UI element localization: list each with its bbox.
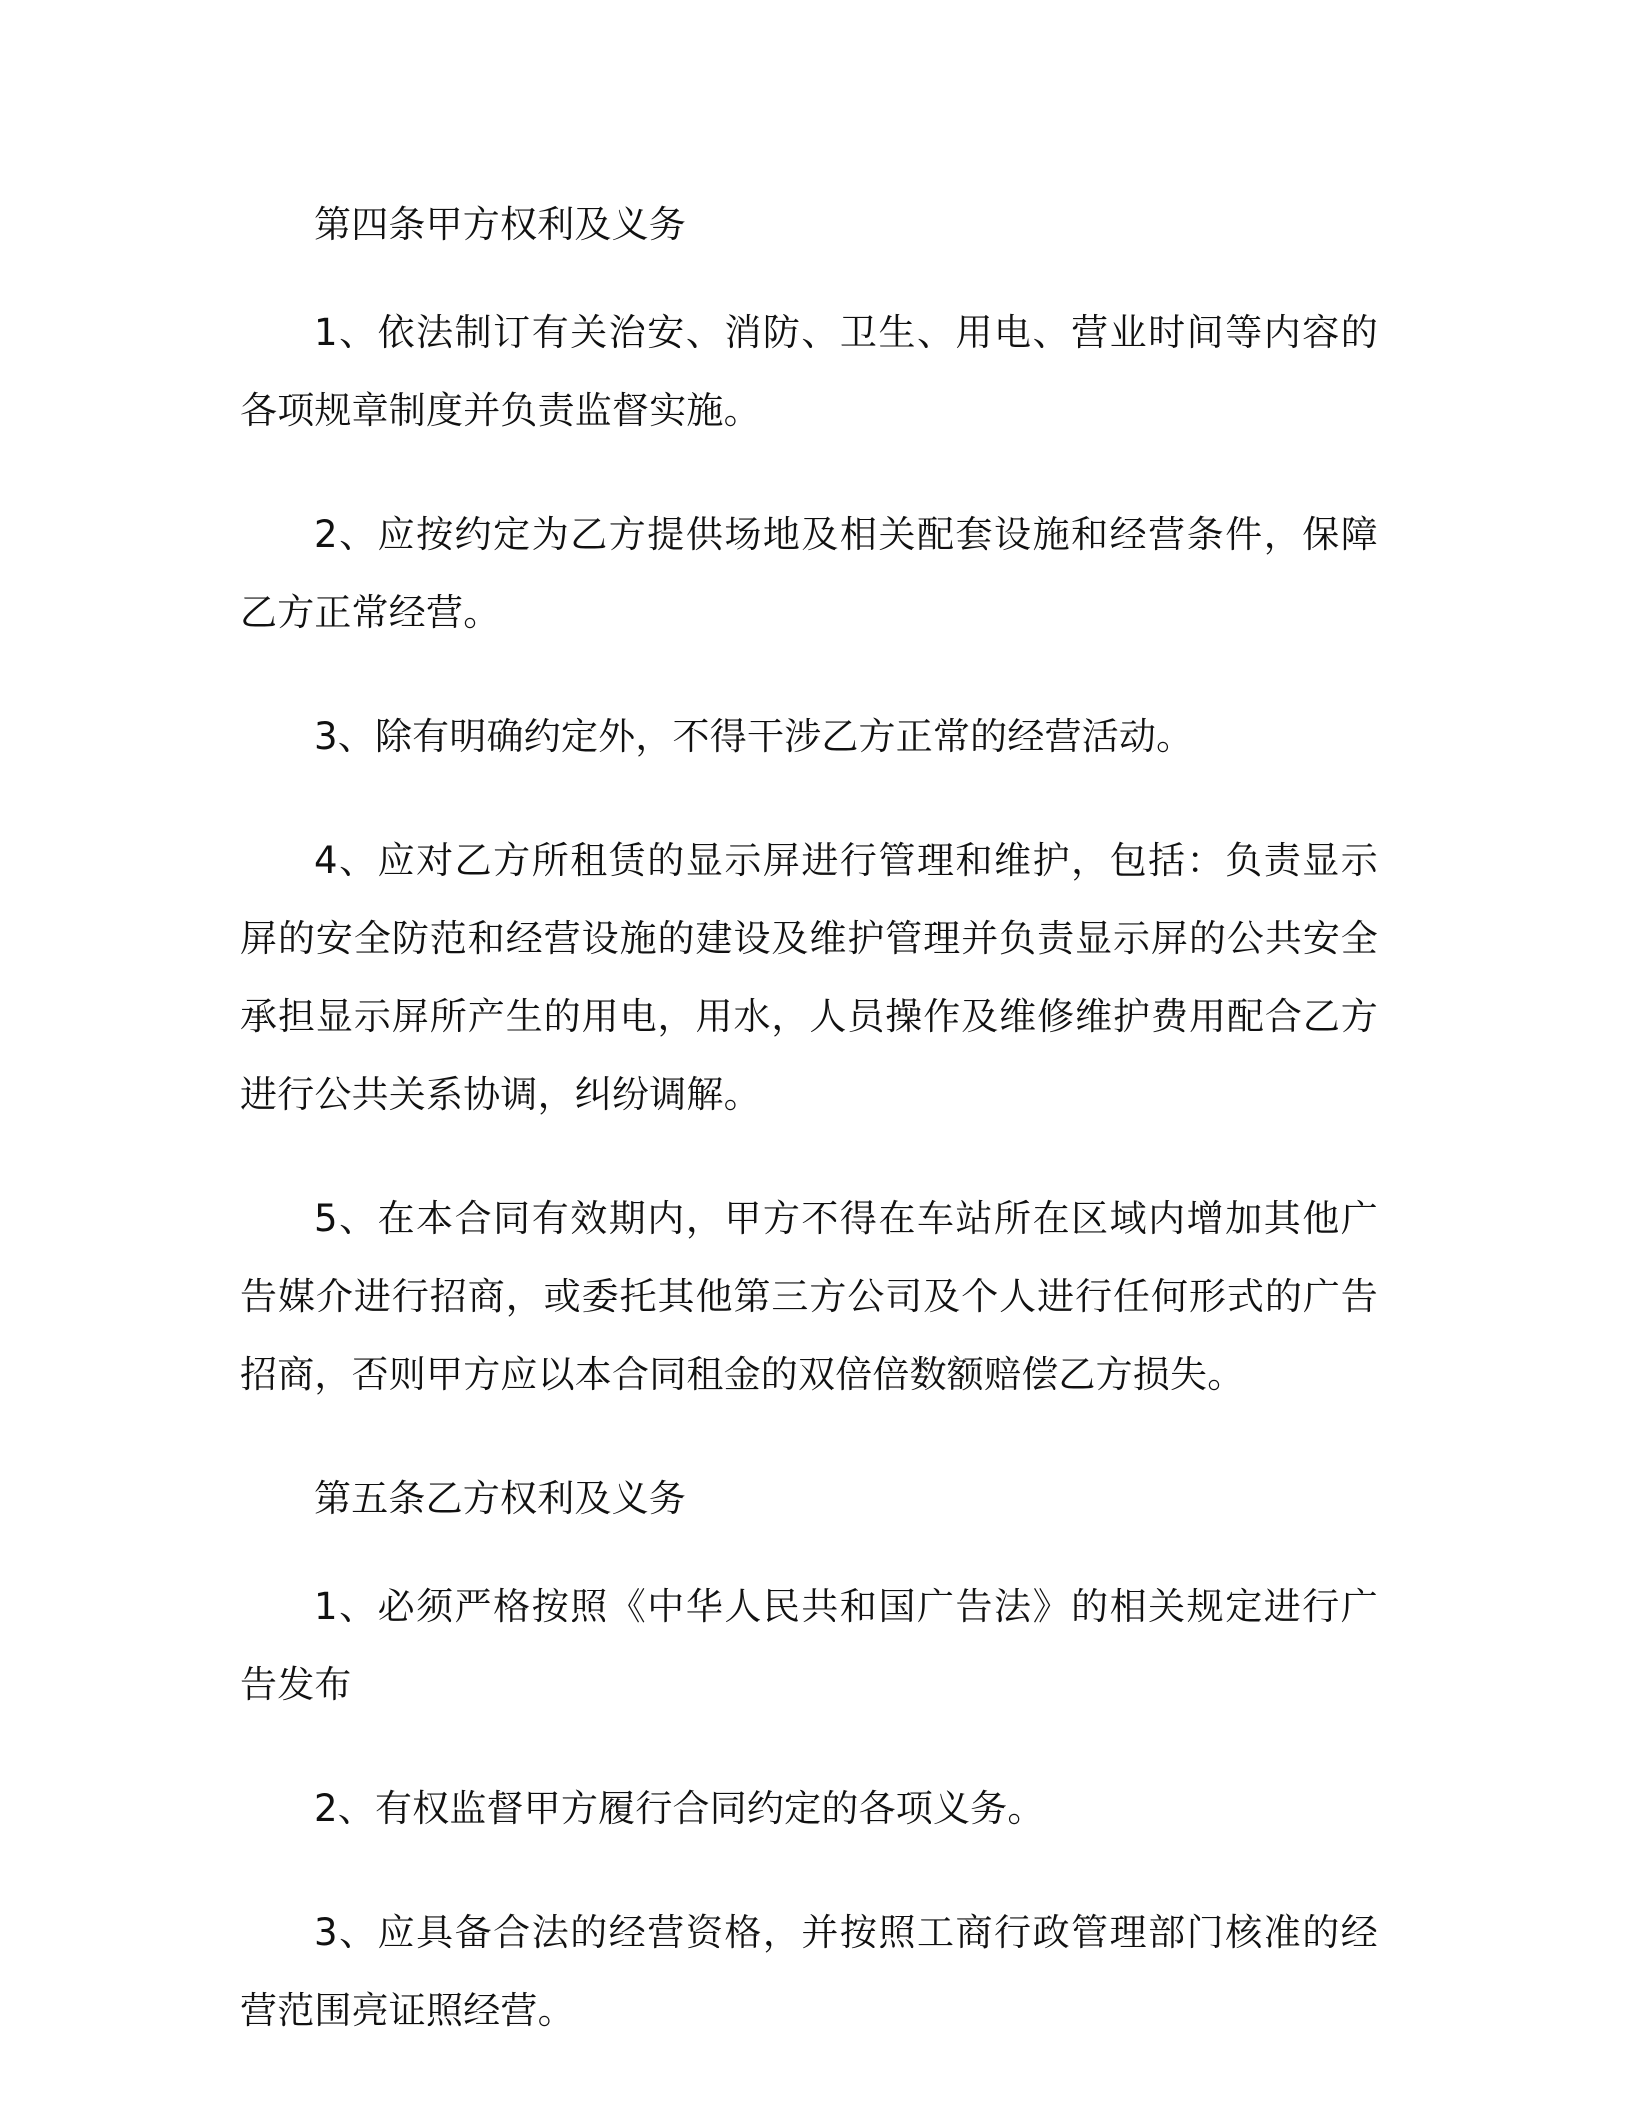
section-5-item-3: 3、应具备合法的经营资格，并按照工商行政管理部门核准的经营范围亮证照经营。: [240, 1911, 1378, 2032]
section-4-item-5: 5、在本合同有效期内，甲方不得在车站所在区域内增加其他广告媒介进行招商，或委托其他第三方公司及个人进行任何形式的广告招商，否则甲方应以本合同租金的双倍倍数额赔偿乙方损失。: [240, 1197, 1378, 1396]
section-4-item-3: 3、除有明确约定外，不得干涉乙方正常的经营活动。: [314, 715, 1194, 758]
section-5-heading: 第五条乙方权利及义务: [314, 1477, 686, 1520]
section-5-item-2: 2、有权监督甲方履行合同约定的各项义务。: [314, 1787, 1045, 1830]
section-4-item-4: 4、应对乙方所租赁的显示屏进行管理和维护，包括：负责显示屏的安全防范和经营设施的建设及维护管理并负责显示屏的公共安全承担显示屏所产生的用电，用水，人员操作及维修维护费用配合乙方进行公共关系协调，纠纷调解。: [240, 839, 1378, 1116]
document-body: [240, 186, 1378, 2096]
section-4-item-1: 1、依法制订有关治安、消防、卫生、用电、营业时间等内容的各项规章制度并负责监督实施。: [240, 311, 1378, 432]
section-4-item-2: 2、应按约定为乙方提供场地及相关配套设施和经营条件，保障乙方正常经营。: [240, 513, 1378, 634]
section-4-heading: 第四条甲方权利及义务: [314, 203, 686, 246]
section-5-item-1: 1、必须严格按照《中华人民共和国广告法》的相关规定进行广告发布: [240, 1585, 1378, 1706]
